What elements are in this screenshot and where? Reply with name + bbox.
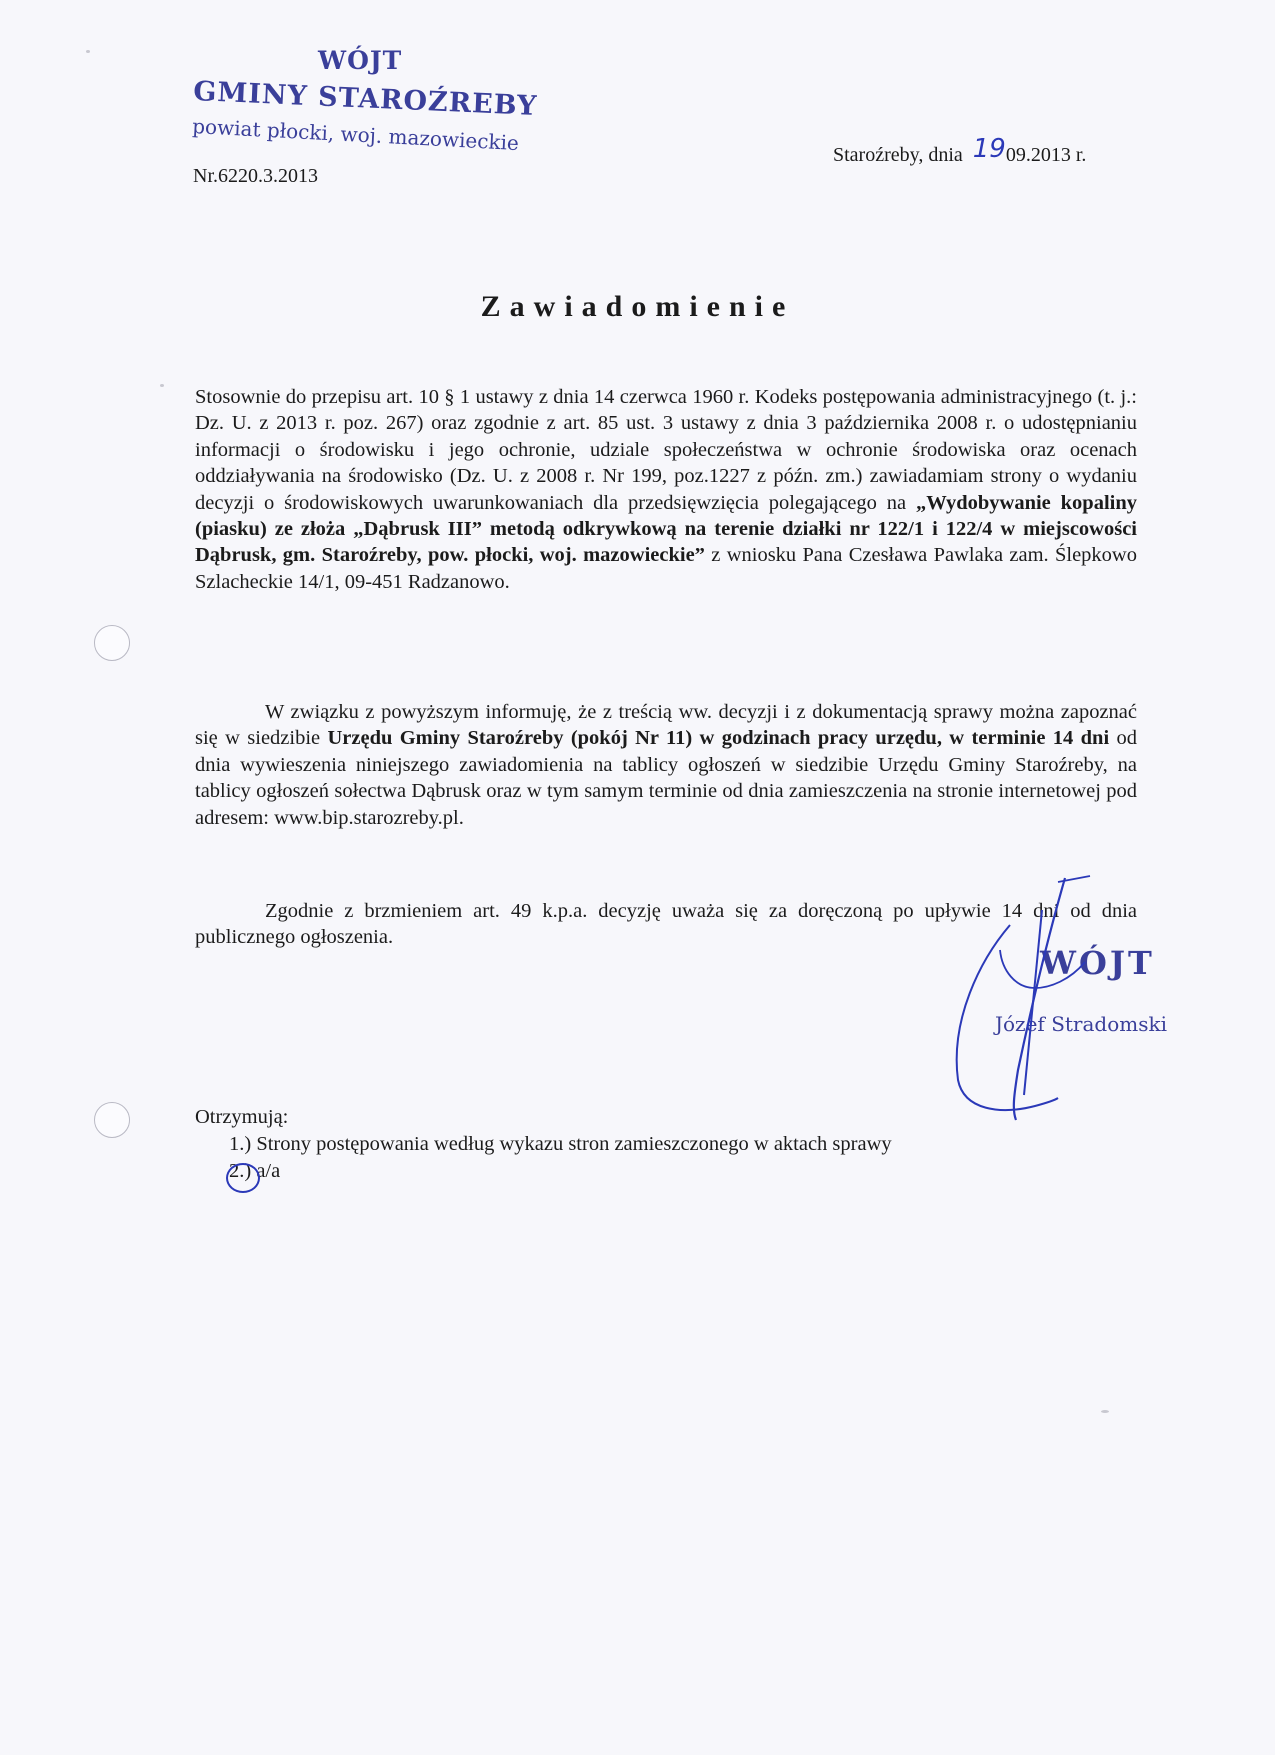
recipient-item <box>229 1133 892 1156</box>
document-title: Zawiadomienie <box>480 290 795 323</box>
date-prefix: Staroźreby, dnia <box>833 144 963 166</box>
punch-hole <box>94 625 130 661</box>
date-rest: 09.2013 r. <box>1005 144 1087 166</box>
paper-speck <box>160 384 164 387</box>
recipient-number: 2.) <box>229 1160 252 1182</box>
letterhead-municipality: GMINY STAROŹREBY <box>192 76 538 122</box>
recipients-heading: Otrzymują: <box>195 1106 289 1128</box>
recipient-number: 1.) <box>229 1133 252 1155</box>
letterhead-district: powiat płocki, woj. mazowieckie <box>191 114 520 156</box>
date-line <box>833 134 1087 168</box>
signature-stamp-name: Józef Stradomski <box>995 1012 1168 1036</box>
paragraph1-intro: Stosownie do przepisu art. 10 § 1 ustawy z dnia 14 czerwca 1960 r. Kodeks postępowania administracyjnego (t. j.: Dz. U. z 2013 r. poz. 267) oraz zgodnie z art. 85 ust. 3 ustawy z dnia 3 października 2008 r. o udostępnianiu informacji o środowisku i jego ochronie, udziale społeczeństwa w ochronie środowiska oraz ocenach oddziaływania na środowisko (Dz. U. z 2008 r. Nr 199, poz.1227 z późn. zm.) zawiadamiam strony o wydaniu decyzji o środowiskowych uwarunkowaniach dla przedsięwzięcia polegającego na <box>195 386 1137 514</box>
punch-hole <box>94 1102 130 1138</box>
recipient-text: Strony postępowania według wykazu stron zamieszczonego w aktach sprawy <box>256 1133 892 1155</box>
project-name: „Wydobywanie kopaliny (piasku) ze złoża „Dąbrusk III” metodą odkrywkową na terenie działki nr 122/1 i 122/4 w miejscowości Dąbrusk, gm. Staroźreby, pow. płocki, woj. mazowieckie” <box>195 491 1137 567</box>
paragraph-delivery: Zgodnie z brzmieniem art. 49 k.p.a. decyzję uważa się za doręczoną po upływie 14 dni od dnia publicznego ogłoszenia. <box>195 900 1137 949</box>
handwritten-signature <box>940 870 1140 1130</box>
paper-speck <box>86 50 90 53</box>
paragraph-notification <box>195 384 1137 595</box>
paragraph-access-info <box>195 699 1137 831</box>
paragraph2-part1: W związku z powyższym informuję, że z treścią ww. decyzji i z dokumentacją sprawy można zapoznać się w siedzibie <box>195 701 1137 750</box>
paper-speck <box>1101 1410 1109 1413</box>
paragraph1-outro: z wniosku Pana Czesława Pawlaka zam. Ślepkowo Szlacheckie 14/1, 09-451 Radzanowo. <box>195 544 1137 593</box>
signature-stamp-title: WÓJT <box>1040 944 1155 982</box>
handwritten-circle-mark <box>226 1163 260 1193</box>
reference-number: Nr.6220.3.2013 <box>193 165 318 187</box>
handwritten-day: 19 <box>972 134 1006 164</box>
letterhead-title: WÓJT <box>318 46 403 75</box>
paragraph2-part2: od dnia wywieszenia niniejszego zawiadomienia na tablicy ogłoszeń w siedzibie Urzędu Gminy Staroźreby, na tablicy ogłoszeń sołectwa Dąbrusk oraz w tym samym terminie od dnia zamieszczenia na stronie internetowej pod adresem: www.bip.starozreby.pl. <box>195 727 1137 829</box>
office-hours-info: Urzędu Gminy Staroźreby (pokój Nr 11) w godzinach pracy urzędu, w terminie 14 dni <box>327 727 1110 750</box>
recipient-text: a/a <box>256 1160 281 1182</box>
